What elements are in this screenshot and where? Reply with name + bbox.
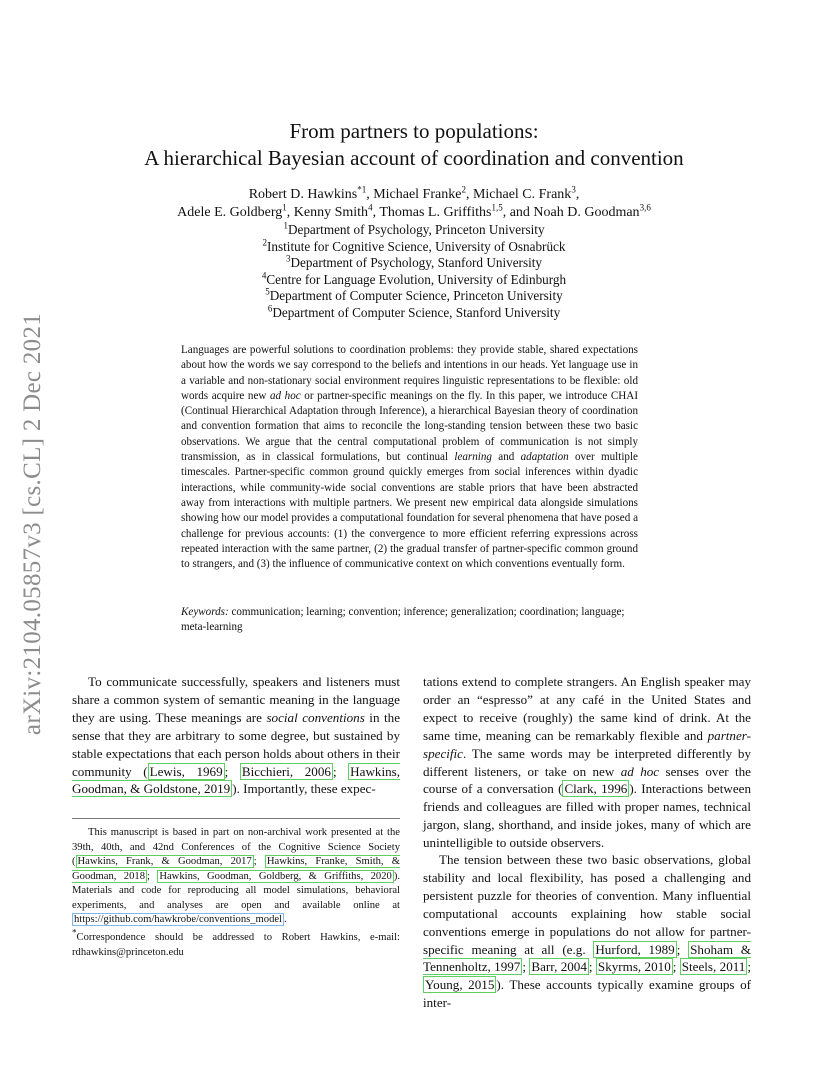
affiliation-text: Centre for Language Evolution, University of Edinburgh [266, 271, 567, 287]
separator: , [502, 205, 510, 220]
body-paragraph-1 [72, 673, 400, 798]
separator: ; [672, 959, 680, 975]
citation-link[interactable]: Hawkins, Goodman, Goldberg, & Griffiths, 2020 [159, 870, 392, 882]
author: Michael C. Frank [472, 187, 572, 202]
affiliation-text: Department of Psychology, Stanford University [290, 255, 542, 270]
separator: ; [224, 763, 240, 779]
separator: , [465, 187, 473, 202]
author-sup: 1,5 [491, 202, 503, 213]
body-emphasis: ad hoc [620, 763, 660, 779]
separator: ; [253, 856, 265, 867]
body-text: senses over the course of a conversation ( [423, 763, 751, 797]
arxiv-sidebar [12, 294, 54, 754]
author: Kenny Smith [293, 205, 369, 220]
keywords-text: communication; learning; convention; inference; generalization; coordination; language; meta-learning [181, 606, 625, 634]
conjunction: and [509, 205, 534, 220]
body-text: To communicate successfully, speakers and listeners must share a common system of semantic meaning in the language they are using. These meanings are [72, 674, 400, 725]
separator: ; [588, 959, 596, 975]
author-sup: 2 [461, 184, 466, 195]
abstract-text: and [491, 451, 521, 464]
separator: ; [747, 959, 751, 975]
separator: , [366, 187, 374, 202]
author: Adele E. Goldberg [177, 205, 283, 220]
citation-link[interactable]: Bicchieri, 2006 [241, 763, 331, 779]
separator: , [372, 205, 380, 220]
author-sup: 3,6 [639, 202, 651, 213]
separator: , [286, 205, 294, 220]
body-text: ). Interactions between friends and colleagues are filled with proper names, technical jargon, slang, shorthand, and inside jokes, many of which are unintelligible to outside observers. [423, 781, 752, 851]
author: Michael Franke [373, 187, 462, 202]
citation-link[interactable]: Young, 2015 [425, 977, 495, 993]
affiliation [60, 222, 768, 239]
separator: ; [332, 763, 349, 779]
affiliation [60, 239, 768, 256]
arxiv-identifier: arXiv:2104.05857v3 [cs.CL] 2 Dec 2021 [19, 312, 46, 736]
affiliation-text: Institute for Cognitive Science, University of Osnabrück [267, 238, 566, 254]
author-list [60, 186, 768, 222]
affiliation-sup: 4 [261, 270, 267, 281]
citation-link[interactable]: Hurford, 1989 [595, 941, 675, 957]
abstract-text: Languages are powerful solutions to coordination problems: they provide stable, shared expectations about how the words we say correspond to the beliefs and intentions in our heads. Yet language use in a variable and non-stationary social environment requires linguistic representations to be flexible: old words acquire new [181, 344, 638, 402]
keywords-label: Keywords: [181, 606, 229, 618]
keywords [181, 605, 638, 636]
footnote-marker: * [72, 927, 77, 938]
separator: , [575, 187, 580, 202]
title-line-1: From partners to populations: [289, 119, 539, 143]
footnote-text: Correspondence should be addressed to Robert Hawkins, e-mail: rdhawkins@princeton.edu [72, 932, 400, 958]
footnote-rule [72, 818, 400, 819]
citation-link[interactable]: Clark, 1996 [564, 781, 628, 797]
citation-link[interactable]: Skyrms, 2010 [597, 959, 671, 975]
abstract-text: or partner-specific meanings on the fly. In this paper, we introduce CHAI (Continual Hierarchical Adaptation through Inference), a hierarchical Bayesian theory of coordination and convention formation that aims to reconcile the long-standing tension between these two basic observations. We argue that the central computational problem of communication is not simply transmission, as in classical formulations, but continual [181, 389, 639, 464]
affiliation [60, 255, 768, 272]
affiliation-sup: 2 [262, 237, 267, 248]
affiliation-text: Department of Psychology, Princeton University [287, 222, 545, 237]
separator: ; [147, 870, 158, 882]
body-paragraph-1-continued [423, 673, 751, 852]
citation-link[interactable]: Hawkins, Franke, Smith, & Goodman, 2018 [72, 856, 400, 882]
footnote-manuscript [72, 826, 400, 928]
affiliation-text: Department of Computer Science, Princeton University [269, 288, 563, 303]
abstract-emphasis: learning [454, 451, 492, 464]
affiliation [60, 288, 768, 305]
affiliation [60, 305, 768, 322]
body-text: ). These accounts typically examine groups of inter- [423, 977, 751, 1011]
affiliation-sup: 3 [286, 253, 291, 264]
body-paragraph-2 [423, 851, 751, 1012]
separator: ; [522, 959, 530, 975]
paper-title [60, 118, 768, 172]
footnote-text: . [284, 914, 287, 925]
body-emphasis: social conventions [266, 709, 365, 725]
affiliation [60, 272, 768, 289]
title-line-2: A hierarchical Bayesian account of coordination and convention [144, 146, 684, 170]
body-text: tations extend to complete strangers. An English speaker may order an “espresso” at any café in the United States and expect to receive (roughly) the same kind of drink. At the same time, meaning can be remarkably flexible and [423, 674, 751, 743]
author-sup: 3 [571, 184, 576, 195]
citation-link[interactable]: Hawkins, Frank, & Goodman, 2017 [77, 856, 252, 867]
author-sup: *1 [357, 184, 367, 195]
author-sup: 1 [282, 202, 287, 213]
body-text: . The same words may be interpreted differently by different listeners, or take on new [423, 745, 751, 779]
citation-link[interactable]: Lewis, 1969 [149, 763, 223, 779]
body-text: The tension between these two basic observations, global stability and local flexibility, has posed a challenging and persistent puzzle for theories of convention. Many influential computational accounts explaining how stable social conventions emerge in populations do not allow for partner-specific meaning at all (e.g. [423, 852, 751, 957]
abstract-emphasis: adaptation [520, 451, 569, 464]
affiliation-text: Department of Computer Science, Stanford University [272, 304, 561, 320]
separator: ; [676, 941, 689, 957]
body-emphasis: partner-specific [423, 727, 751, 761]
footnote-correspondence [72, 927, 400, 960]
affiliation-sup: 1 [283, 220, 288, 231]
abstract-emphasis: ad hoc [270, 389, 301, 402]
body-text: in the sense that they are arbitrary to some degree, but sustained by stable expectations that each person holds about others in their community ( [72, 709, 401, 779]
footnote-text: This manuscript is based in part on non-archival work presented at the 39th, 40th, and 42nd Conferences of the Cognitive Science Society ( [72, 827, 400, 867]
abstract [181, 343, 638, 572]
footnote-text: ). Materials and code for reproducing all model simulations, behavioral experiments, and analyses are open and available online at [72, 870, 400, 911]
affiliation-list [60, 222, 768, 321]
citation-link[interactable]: Steels, 2011 [681, 959, 746, 975]
body-text: ). Importantly, these expec- [232, 781, 376, 797]
citation-link[interactable]: Barr, 2004 [531, 959, 587, 975]
author: Robert D. Hawkins [248, 187, 358, 202]
abstract-text: over multiple timescales. Partner-specific common ground quickly emerges from social inferences within dyadic interactions, while community-wide social conventions are stable priors that have been abstracted away from interactions with multiple partners. We present new empirical data alongside simulations showing how our model provides a computational foundation for several phenomena that have posed a challenge for previous accounts: (1) the convergence to more efficient referring expressions across repeated interaction with the same partner, (2) the gradual transfer of partner-specific common ground to strangers, and (3) the influence of communicative context on which conventions eventually form. [181, 451, 638, 571]
citation-link[interactable]: Shoham & Tennenholtz, 1997 [423, 941, 751, 975]
citation-link[interactable]: Hawkins, Goodman, & Goldstone, 2019 [72, 763, 400, 797]
author: Thomas L. Griffiths [379, 205, 492, 220]
author: Noah D. Goodman [533, 205, 640, 220]
code-repository-link[interactable]: https://github.com/hawkrobe/conventions_model [74, 914, 283, 925]
affiliation-sup: 5 [265, 286, 270, 297]
affiliation-sup: 6 [267, 303, 273, 314]
author-sup: 4 [368, 202, 373, 213]
